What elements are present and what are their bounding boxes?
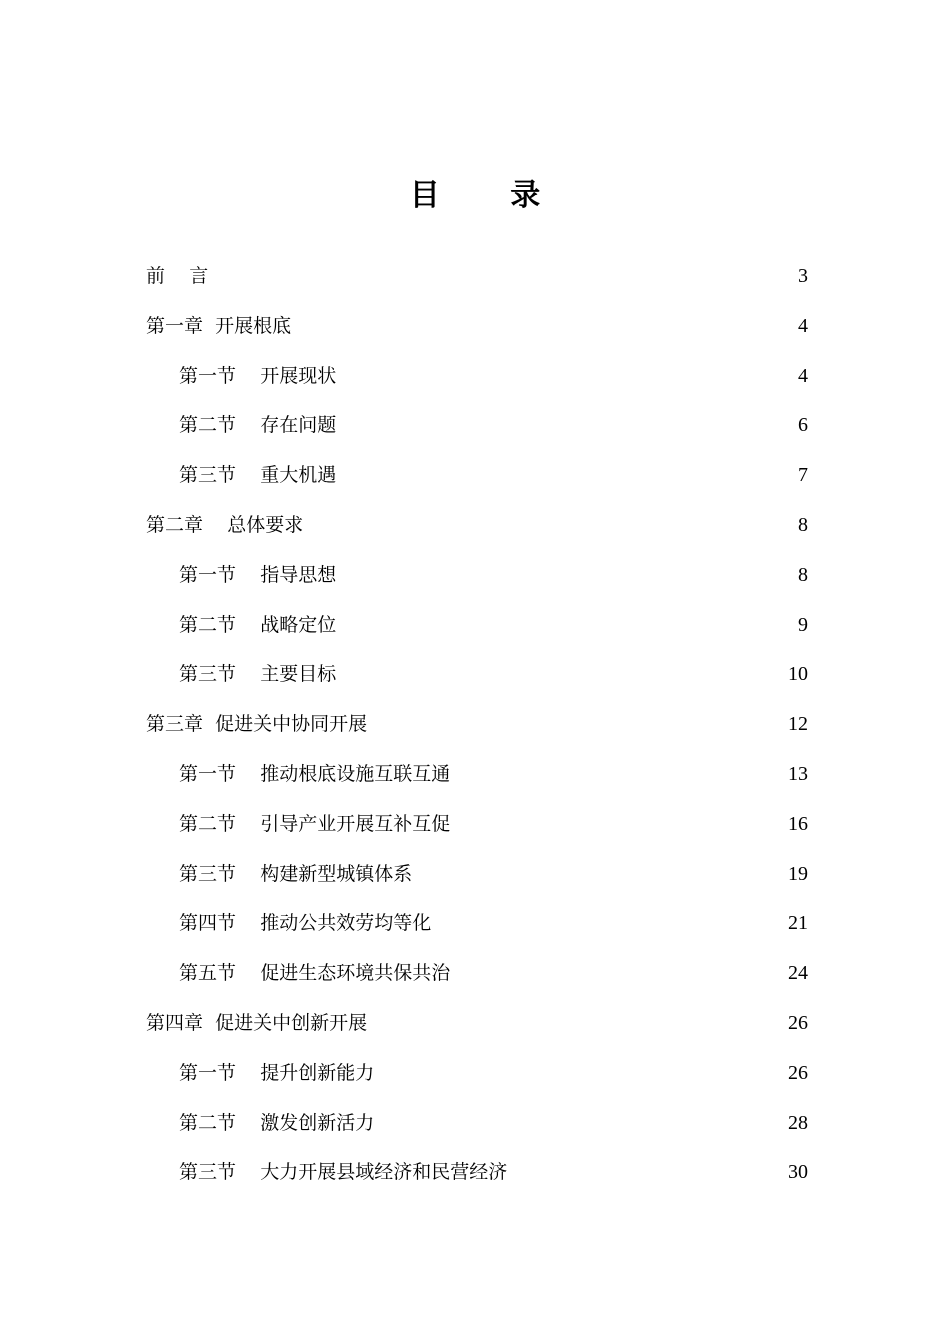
toc-entry-title: 促进关中创新开展 <box>215 1011 368 1034</box>
toc-page-number: 3 <box>798 265 808 287</box>
toc-entry-label <box>179 401 336 451</box>
toc-entry-title: 提升创新能力 <box>260 1061 375 1084</box>
toc-entry-number: 第四章 <box>146 1011 204 1034</box>
toc-entry-spacer <box>203 501 227 551</box>
toc-entry-number: 第三节 <box>179 663 237 686</box>
toc-section-entry[interactable] <box>146 352 808 402</box>
toc-section-entry[interactable] <box>146 1049 808 1099</box>
toc-chapter-entry[interactable] <box>146 999 808 1049</box>
toc-entry-number: 前 <box>146 265 166 287</box>
toc-entry-number: 第一节 <box>179 1061 237 1084</box>
toc-page-number: 13 <box>788 762 808 785</box>
toc-section-entry[interactable] <box>146 800 808 850</box>
toc-section-entry[interactable] <box>146 1099 808 1149</box>
toc-page-number: 16 <box>788 812 808 835</box>
toc-entry-title: 战略定位 <box>260 613 337 636</box>
toc-entry-spacer <box>236 601 260 651</box>
toc-entry-spacer <box>203 700 215 750</box>
toc-entry-title: 推动根底设施互联互通 <box>260 762 451 785</box>
table-of-contents <box>146 252 808 1198</box>
toc-entry-title: 言 <box>189 265 209 287</box>
toc-entry-spacer <box>236 850 260 900</box>
toc-entry-spacer <box>236 949 260 999</box>
toc-entry-title: 重大机遇 <box>260 464 337 487</box>
toc-entry-number: 第三节 <box>179 862 237 885</box>
toc-entry-number: 第三节 <box>179 1161 237 1184</box>
toc-entry-title: 开展现状 <box>260 364 337 387</box>
toc-page-number: 7 <box>798 464 808 487</box>
toc-page-number: 4 <box>798 364 808 387</box>
toc-entry-spacer <box>203 302 215 352</box>
toc-entry-number: 第五节 <box>179 962 237 985</box>
toc-entry-spacer <box>165 252 189 302</box>
toc-chapter-entry[interactable] <box>146 302 808 352</box>
toc-entry-title: 促进生态环境共保共治 <box>260 962 451 985</box>
toc-entry-number: 第二节 <box>179 613 237 636</box>
toc-entry-number: 第一节 <box>179 762 237 785</box>
toc-entry-spacer <box>236 800 260 850</box>
toc-entry-label <box>146 999 367 1049</box>
toc-entry-spacer <box>236 650 260 700</box>
toc-entry-title: 存在问题 <box>260 414 337 437</box>
toc-page-number: 12 <box>788 713 808 736</box>
toc-entry-title: 促进关中协同开展 <box>215 713 368 736</box>
toc-entry-title: 指导思想 <box>260 563 337 586</box>
toc-section-entry[interactable] <box>146 1148 808 1198</box>
toc-entry-number: 第二节 <box>179 812 237 835</box>
toc-entry-label <box>179 1148 507 1198</box>
toc-entry-label <box>179 451 336 501</box>
toc-entry-spacer <box>236 451 260 501</box>
toc-entry-spacer <box>236 1099 260 1149</box>
toc-entry-title: 推动公共效劳均等化 <box>260 912 432 935</box>
toc-section-entry[interactable] <box>146 551 808 601</box>
toc-page-number: 30 <box>788 1161 808 1184</box>
toc-entry-title: 构建新型城镇体系 <box>260 862 413 885</box>
toc-page-number: 4 <box>798 314 808 337</box>
toc-entry-label <box>179 1049 374 1099</box>
toc-chapter-entry[interactable] <box>146 252 808 302</box>
toc-chapter-entry[interactable] <box>146 700 808 750</box>
toc-page-number: 19 <box>788 862 808 885</box>
toc-entry-label <box>179 601 336 651</box>
toc-entry-label <box>146 501 303 551</box>
toc-entry-label <box>179 800 450 850</box>
toc-entry-spacer <box>236 551 260 601</box>
toc-section-entry[interactable] <box>146 949 808 999</box>
toc-entry-title: 主要目标 <box>260 663 337 686</box>
toc-entry-title: 总体要求 <box>227 513 304 536</box>
toc-entry-number: 第二章 <box>146 513 204 536</box>
toc-section-entry[interactable] <box>146 401 808 451</box>
toc-section-entry[interactable] <box>146 750 808 800</box>
toc-entry-label <box>179 949 450 999</box>
toc-entry-label <box>146 700 367 750</box>
toc-entry-spacer <box>236 899 260 949</box>
toc-entry-label <box>179 650 336 700</box>
toc-entry-spacer <box>236 750 260 800</box>
toc-entry-title: 大力开展县域经济和民营经济 <box>260 1161 508 1184</box>
toc-entry-title: 引导产业开展互补互促 <box>260 812 451 835</box>
toc-entry-spacer <box>236 1049 260 1099</box>
toc-entry-label <box>179 352 336 402</box>
toc-page-number: 9 <box>798 613 808 636</box>
toc-page-number: 10 <box>788 663 808 686</box>
toc-entry-label <box>179 899 431 949</box>
toc-entry-spacer <box>236 401 260 451</box>
toc-entry-title: 开展根底 <box>215 314 292 337</box>
toc-entry-label <box>179 850 412 900</box>
toc-chapter-entry[interactable] <box>146 501 808 551</box>
toc-page-number: 8 <box>798 513 808 536</box>
toc-entry-number: 第二节 <box>179 414 237 437</box>
toc-page-number: 28 <box>788 1111 808 1134</box>
toc-entry-label <box>179 1099 374 1149</box>
page-title: 目 录 <box>409 178 571 213</box>
toc-entry-number: 第三节 <box>179 464 237 487</box>
toc-page-number: 26 <box>788 1011 808 1034</box>
toc-page-number: 24 <box>788 962 808 985</box>
toc-section-entry[interactable] <box>146 601 808 651</box>
toc-section-entry[interactable] <box>146 899 808 949</box>
toc-entry-number: 第一节 <box>179 563 237 586</box>
toc-entry-number: 第三章 <box>146 713 204 736</box>
toc-entry-spacer <box>203 999 215 1049</box>
toc-page-number: 26 <box>788 1061 808 1084</box>
toc-entry-label <box>146 302 291 352</box>
toc-entry-label <box>179 750 450 800</box>
toc-entry-number: 第一节 <box>179 364 237 387</box>
toc-entry-spacer <box>236 352 260 402</box>
toc-section-entry[interactable] <box>146 451 808 501</box>
toc-entry-label <box>146 252 208 302</box>
toc-section-entry[interactable] <box>146 650 808 700</box>
toc-page-number: 21 <box>788 912 808 935</box>
toc-entry-spacer <box>236 1148 260 1198</box>
toc-entry-number: 第一章 <box>146 314 204 337</box>
toc-page-number: 8 <box>798 563 808 586</box>
toc-entry-number: 第二节 <box>179 1111 237 1134</box>
toc-page-number: 6 <box>798 414 808 437</box>
toc-section-entry[interactable] <box>146 850 808 900</box>
toc-entry-title: 激发创新活力 <box>260 1111 375 1134</box>
toc-entry-label <box>179 551 336 601</box>
toc-entry-number: 第四节 <box>179 912 237 935</box>
